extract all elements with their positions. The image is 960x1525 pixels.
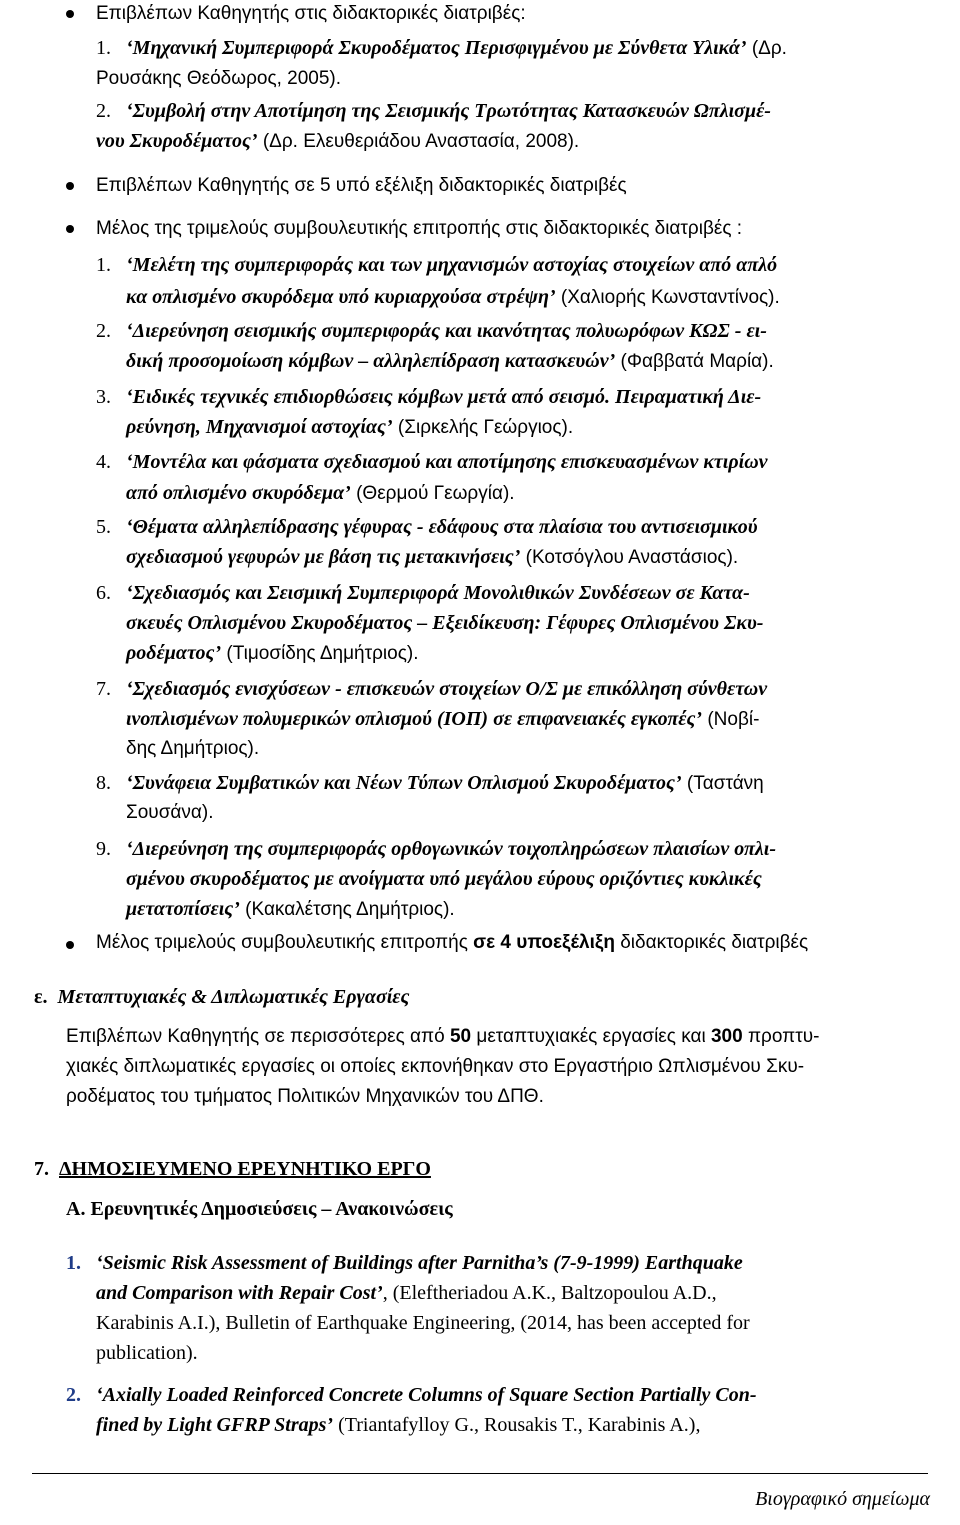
- committee-item-7: 7. ‘Σχεδιασμός ενισχύσεων - επισκευών στοιχείων Ο/Σ με επικόλληση σύνθετων: [96, 678, 768, 700]
- publication-1-line-3: Karabinis A.I.), Bulletin of Earthquake Engineering, (2014, has been accepted for: [96, 1312, 750, 1334]
- publication-1: [96, 1248, 942, 1368]
- committee-item-3: 3. ‘Ειδικές τεχνικές επιδιορθώσεις κόμβων μετά από σεισμό. Πειραματική Διε-: [96, 386, 762, 408]
- publication-2-line-2: fined by Light GFRP Straps’ (Triantafylloy G., Rousakis T., Karabinis A.),: [96, 1414, 701, 1436]
- committee-item-2: 2. ‘Διερεύνηση σεισμικής συμπεριφοράς και ικανότητας πολυωρόφων ΚΩΣ - ει-: [96, 320, 767, 342]
- publication-number: 2.: [66, 1384, 81, 1406]
- publication-1-line-1: ‘Seismic Risk Assessment of Buildings after Parnitha’s (7-9-1999) Earthquake: [96, 1252, 743, 1274]
- supervisor-heading: Επιβλέπων Καθηγητής στις διδακτορικές διατριβές:: [96, 3, 526, 24]
- publication-2: [96, 1380, 942, 1440]
- publication-1-line-4: publication).: [96, 1342, 198, 1364]
- committee-item-4-cont: από οπλισμένο σκυρόδεμα’ (Θερμού Γεωργία).: [126, 482, 515, 504]
- bullet-icon: [66, 182, 74, 190]
- section-e-line-2: χιακές διπλωματικές εργασίες οι οποίες εκπονήθηκαν στο Εργαστήριο Ωπλισμένου Σκυ-: [66, 1056, 805, 1077]
- committee-item-7-cont: ινοπλισμένων πολυμερικών οπλισμού (ΙΟΠ) σε επιφανειακές εγκοπές’ (Νοβί-: [126, 708, 760, 730]
- committee-item-9-cont: σμένου σκυροδέματος με ανοίγματα υπό μεγάλου εύρους οριζόντιες κυκλικές: [126, 868, 762, 890]
- committee-item-2-cont: δική προσομοίωση κόμβων – αλληλεπίδραση κατασκευών’ (Φαββατά Μαρία).: [126, 350, 774, 372]
- subsection-a-heading: Α. Ερευνητικές Δημοσιεύσεις – Ανακοινώσεις: [66, 1198, 453, 1220]
- section-e-line-1: Επιβλέπων Καθηγητής σε περισσότερες από 50 μεταπτυχιακές εργασίες και 300 προπτυ-: [66, 1026, 820, 1047]
- committee-item-9: 9. ‘Διερεύνηση της συμπεριφοράς ορθογωνικών τοιχοπληρώσεων πλαισίων οπλι-: [96, 838, 776, 860]
- bullet-icon: [66, 10, 74, 18]
- bullet-icon: [66, 941, 74, 949]
- section-7-heading: 7. ΔΗΜΟΣΙΕΥΜΕΝΟ ΕΡΕΥΝΗΤΙΚΟ ΕΡΓΟ: [34, 1158, 431, 1180]
- supervised-item-1-cont: Ρουσάκης Θεόδωρος, 2005).: [96, 68, 342, 89]
- footer-text: Βιογραφικό σημείωμα: [755, 1488, 930, 1510]
- supervised-item-2-cont: νου Σκυροδέματος’ (Δρ. Ελευθεριάδου Αναστασία, 2008).: [96, 130, 580, 152]
- footer-divider: [32, 1473, 928, 1474]
- section-e-line-3: ροδέματος του τμήματος Πολιτικών Μηχανικών του ΔΠΘ.: [66, 1086, 544, 1107]
- committee-item-8-cont: Σουσάνα).: [126, 802, 214, 823]
- committee-member-ongoing: Μέλος τριμελούς συμβουλευτικής επιτροπής σε 4 υποεξέλιξη διδακτορικές διατριβές: [96, 932, 809, 953]
- committee-heading: Μέλος της τριμελούς συμβουλευτικής επιτροπής στις διδακτορικές διατριβές :: [96, 218, 743, 239]
- publication-1-line-2: and Comparison with Repair Cost’, (Eleftheriadou A.K., Baltzopoulou A.D.,: [96, 1282, 717, 1304]
- bullet-icon: [66, 225, 74, 233]
- supervised-item-1: 1. ‘Μηχανική Συμπεριφορά Σκυροδέματος Περισφιγμένου με Σύνθετα Υλικά’ (Δρ.: [96, 37, 787, 59]
- committee-item-9-cont2: μετατοπίσεις’ (Κακαλέτσης Δημήτριος).: [126, 898, 455, 920]
- committee-item-3-cont: ρεύνηση, Μηχανισμοί αστοχίας’ (Σιρκελής Γεώργιος).: [126, 416, 574, 438]
- committee-item-5-cont: σχεδιασμού γεφυρών με βάση τις μετακινήσεις’ (Κοτσόγλου Αναστάσιος).: [126, 546, 739, 568]
- publication-2-line-1: ‘Axially Loaded Reinforced Concrete Columns of Square Section Partially Con-: [96, 1384, 757, 1406]
- committee-item-8: 8. ‘Συνάφεια Συμβατικών και Νέων Τύπων Οπλισμού Σκυροδέματος’ (Ταστάνη: [96, 772, 764, 794]
- committee-item-7-cont2: δης Δημήτριος).: [126, 738, 260, 759]
- publication-number: 1.: [66, 1252, 81, 1274]
- committee-item-5: 5. ‘Θέματα αλληλεπίδρασης γέφυρας - εδάφους στα πλαίσια του αντισεισμικού: [96, 516, 758, 538]
- ongoing-supervision: Επιβλέπων Καθηγητής σε 5 υπό εξέλιξη διδακτορικές διατριβές: [96, 175, 627, 196]
- committee-item-6-cont: σκευές Οπλισμένου Σκυροδέματος – Εξειδίκευση: Γέφυρες Οπλισμένου Σκυ-: [126, 612, 764, 634]
- committee-item-1-cont: κα οπλισμένο σκυρόδεμα υπό κυριαρχούσα στρέψη’ (Χαλιορής Κωνσταντίνος).: [126, 286, 780, 308]
- section-e-heading: ε. Μεταπτυχιακές & Διπλωματικές Εργασίες: [34, 986, 410, 1008]
- committee-item-1: 1. ‘Μελέτη της συμπεριφοράς και των μηχανισμών αστοχίας στοιχείων από απλό: [96, 254, 778, 276]
- committee-item-4: 4. ‘Μοντέλα και φάσματα σχεδιασμού και αποτίμησης επισκευασμένων κτιρίων: [96, 451, 768, 473]
- committee-item-6-cont2: ροδέματος’ (Τιμοσίδης Δημήτριος).: [126, 642, 419, 664]
- supervised-item-2: 2. ‘Συμβολή στην Αποτίμηση της Σεισμικής Τρωτότητας Κατασκευών Ωπλισμέ-: [96, 100, 771, 122]
- section-e-paragraph: [66, 1022, 942, 1112]
- committee-item-6: 6. ‘Σχεδιασμός και Σεισμική Συμπεριφορά Μονολιθικών Συνδέσεων σε Κατα-: [96, 582, 750, 604]
